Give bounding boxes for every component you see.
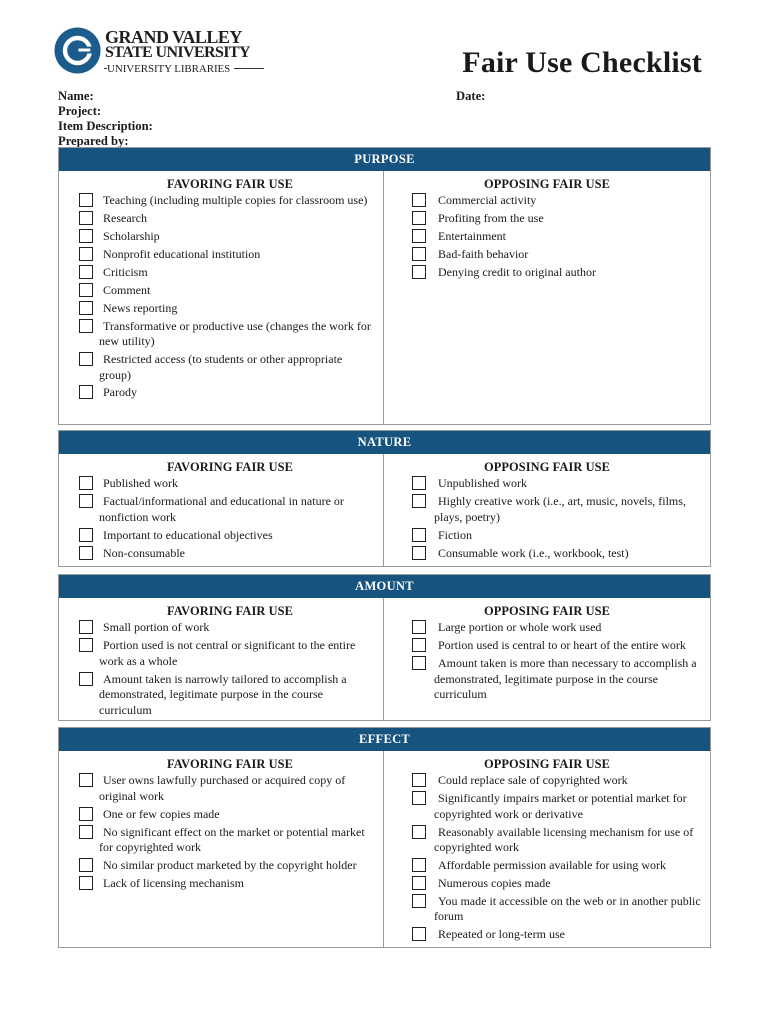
checklist-item: Denying credit to original author [384, 265, 710, 281]
checkbox[interactable] [79, 319, 93, 333]
checklist-item: Transformative or productive use (changes the work for new utility) [59, 319, 383, 350]
checkbox[interactable] [79, 672, 93, 686]
checkbox[interactable] [412, 825, 426, 839]
checkbox[interactable] [79, 494, 93, 508]
gvsu-logo-icon [53, 26, 102, 75]
checklist-item: Lack of licensing mechanism [59, 876, 383, 892]
checkbox[interactable] [79, 229, 93, 243]
prepared-by-field-label: Prepared by: [58, 134, 129, 148]
checklist-item: Restricted access (to students or other appropriate group) [59, 352, 383, 383]
opposing-column [383, 171, 710, 424]
checklist-item: Could replace sale of copyrighted work [384, 773, 710, 789]
date-field-label: Date: [456, 89, 486, 103]
section-title: NATURE [59, 431, 710, 454]
item-description-field-label: Item Description: [58, 119, 153, 133]
checkbox[interactable] [412, 620, 426, 634]
checklist-item: Large portion or whole work used [384, 620, 710, 636]
project-field-label: Project: [58, 104, 102, 118]
opposing-heading: OPPOSING FAIR USE [483, 460, 611, 474]
checkbox[interactable] [79, 352, 93, 366]
opposing-heading: OPPOSING FAIR USE [483, 757, 611, 771]
checkbox[interactable] [412, 894, 426, 908]
section-nature [58, 430, 711, 567]
checklist-item: No significant effect on the market or potential market for copyrighted work [59, 825, 383, 856]
checkbox[interactable] [412, 546, 426, 560]
checklist-item: Consumable work (i.e., workbook, test) [384, 546, 710, 562]
checklist-item: Portion used is central to or heart of the entire work [384, 638, 710, 654]
checkbox[interactable] [412, 494, 426, 508]
checkbox[interactable] [412, 791, 426, 805]
checklist-item: One or few copies made [59, 807, 383, 823]
favoring-heading: FAVORING FAIR USE [166, 757, 294, 771]
logo-name-line2: STATE UNIVERSITY [105, 44, 250, 61]
favoring-heading: FAVORING FAIR USE [166, 604, 294, 618]
checklist-item: Important to educational objectives [59, 528, 383, 544]
checklist-item: Criticism [59, 265, 383, 281]
favoring-heading: FAVORING FAIR USE [166, 177, 294, 191]
checkbox[interactable] [412, 858, 426, 872]
section-title: EFFECT [59, 728, 710, 751]
checkbox[interactable] [412, 265, 426, 279]
checkbox[interactable] [79, 546, 93, 560]
checkbox[interactable] [79, 385, 93, 399]
section-title: PURPOSE [59, 148, 710, 171]
checkbox[interactable] [79, 211, 93, 225]
opposing-column [383, 454, 710, 566]
checklist-item: Small portion of work [59, 620, 383, 636]
name-field-label: Name: [58, 89, 94, 103]
section-title: AMOUNT [59, 575, 710, 598]
checkbox[interactable] [79, 638, 93, 652]
favoring-column [59, 454, 383, 566]
checkbox[interactable] [79, 825, 93, 839]
checkbox[interactable] [79, 265, 93, 279]
checkbox[interactable] [412, 773, 426, 787]
checklist-item: Comment [59, 283, 383, 299]
checklist-item: Amount taken is more than necessary to accomplish a demonstrated, legitimate purpose in the course curriculum [384, 656, 710, 703]
checklist-item: Repeated or long-term use [384, 927, 710, 943]
opposing-column [383, 751, 710, 947]
checkbox[interactable] [412, 638, 426, 652]
checkbox[interactable] [79, 283, 93, 297]
checklist-item: Bad-faith behavior [384, 247, 710, 263]
checklist-item: Profiting from the use [384, 211, 710, 227]
checklist-item: Numerous copies made [384, 876, 710, 892]
checklist-item: User owns lawfully purchased or acquired copy of original work [59, 773, 383, 804]
logo-name-line1: GRAND VALLEY [105, 27, 242, 47]
checkbox[interactable] [79, 858, 93, 872]
checkbox[interactable] [412, 656, 426, 670]
checkbox[interactable] [412, 528, 426, 542]
checkbox[interactable] [412, 927, 426, 941]
favoring-column [59, 598, 383, 720]
opposing-heading: OPPOSING FAIR USE [483, 177, 611, 191]
checkbox[interactable] [79, 528, 93, 542]
checkbox[interactable] [79, 807, 93, 821]
checklist-item: Portion used is not central or significant to the entire work as a whole [59, 638, 383, 669]
checklist-item: Published work [59, 476, 383, 492]
checklist-item: Parody [59, 385, 383, 401]
checklist-item: No similar product marketed by the copyright holder [59, 858, 383, 874]
section-effect [58, 727, 711, 948]
checkbox[interactable] [412, 229, 426, 243]
checkbox[interactable] [412, 476, 426, 490]
checklist-item: You made it accessible on the web or in another public forum [384, 894, 710, 925]
checkbox[interactable] [412, 247, 426, 261]
checklist-item: Significantly impairs market or potential market for copyrighted work or derivative [384, 791, 710, 822]
checkbox[interactable] [79, 193, 93, 207]
form-fields [58, 89, 153, 149]
checklist-item: Factual/informational and educational in nature or nonfiction work [59, 494, 383, 525]
checklist-item: Teaching (including multiple copies for classroom use) [59, 193, 383, 209]
page-title: Fair Use Checklist [462, 46, 702, 79]
checkbox[interactable] [79, 476, 93, 490]
checklist-item: Scholarship [59, 229, 383, 245]
checkbox[interactable] [412, 876, 426, 890]
checkbox[interactable] [412, 193, 426, 207]
checkbox[interactable] [79, 773, 93, 787]
checklist-item: Research [59, 211, 383, 227]
section-amount [58, 574, 711, 721]
opposing-heading: OPPOSING FAIR USE [483, 604, 611, 618]
favoring-heading: FAVORING FAIR USE [166, 460, 294, 474]
checklist-item: Non-consumable [59, 546, 383, 562]
university-logo [53, 26, 253, 78]
checkbox[interactable] [79, 301, 93, 315]
checklist-item: Amount taken is narrowly tailored to accomplish a demonstrated, legitimate purpose in the course curriculum [59, 672, 383, 719]
checklist-item: Entertainment [384, 229, 710, 245]
checklist-item: Affordable permission available for using work [384, 858, 710, 874]
opposing-column [383, 598, 710, 720]
checklist-item: Highly creative work (i.e., art, music, novels, films, plays, poetry) [384, 494, 710, 525]
checkbox[interactable] [79, 247, 93, 261]
checkbox[interactable] [79, 876, 93, 890]
checkbox[interactable] [412, 211, 426, 225]
checklist-item: Commercial activity [384, 193, 710, 209]
checklist-item: News reporting [59, 301, 383, 317]
checklist-item: Unpublished work [384, 476, 710, 492]
checklist-item: Nonprofit educational institution [59, 247, 383, 263]
favoring-column [59, 751, 383, 947]
favoring-column [59, 171, 383, 424]
logo-subtitle: UNIVERSITY LIBRARIES [107, 63, 234, 75]
checklist-item: Reasonably available licensing mechanism for use of copyrighted work [384, 825, 710, 856]
checkbox[interactable] [79, 620, 93, 634]
checklist-item: Fiction [384, 528, 710, 544]
section-purpose [58, 147, 711, 425]
